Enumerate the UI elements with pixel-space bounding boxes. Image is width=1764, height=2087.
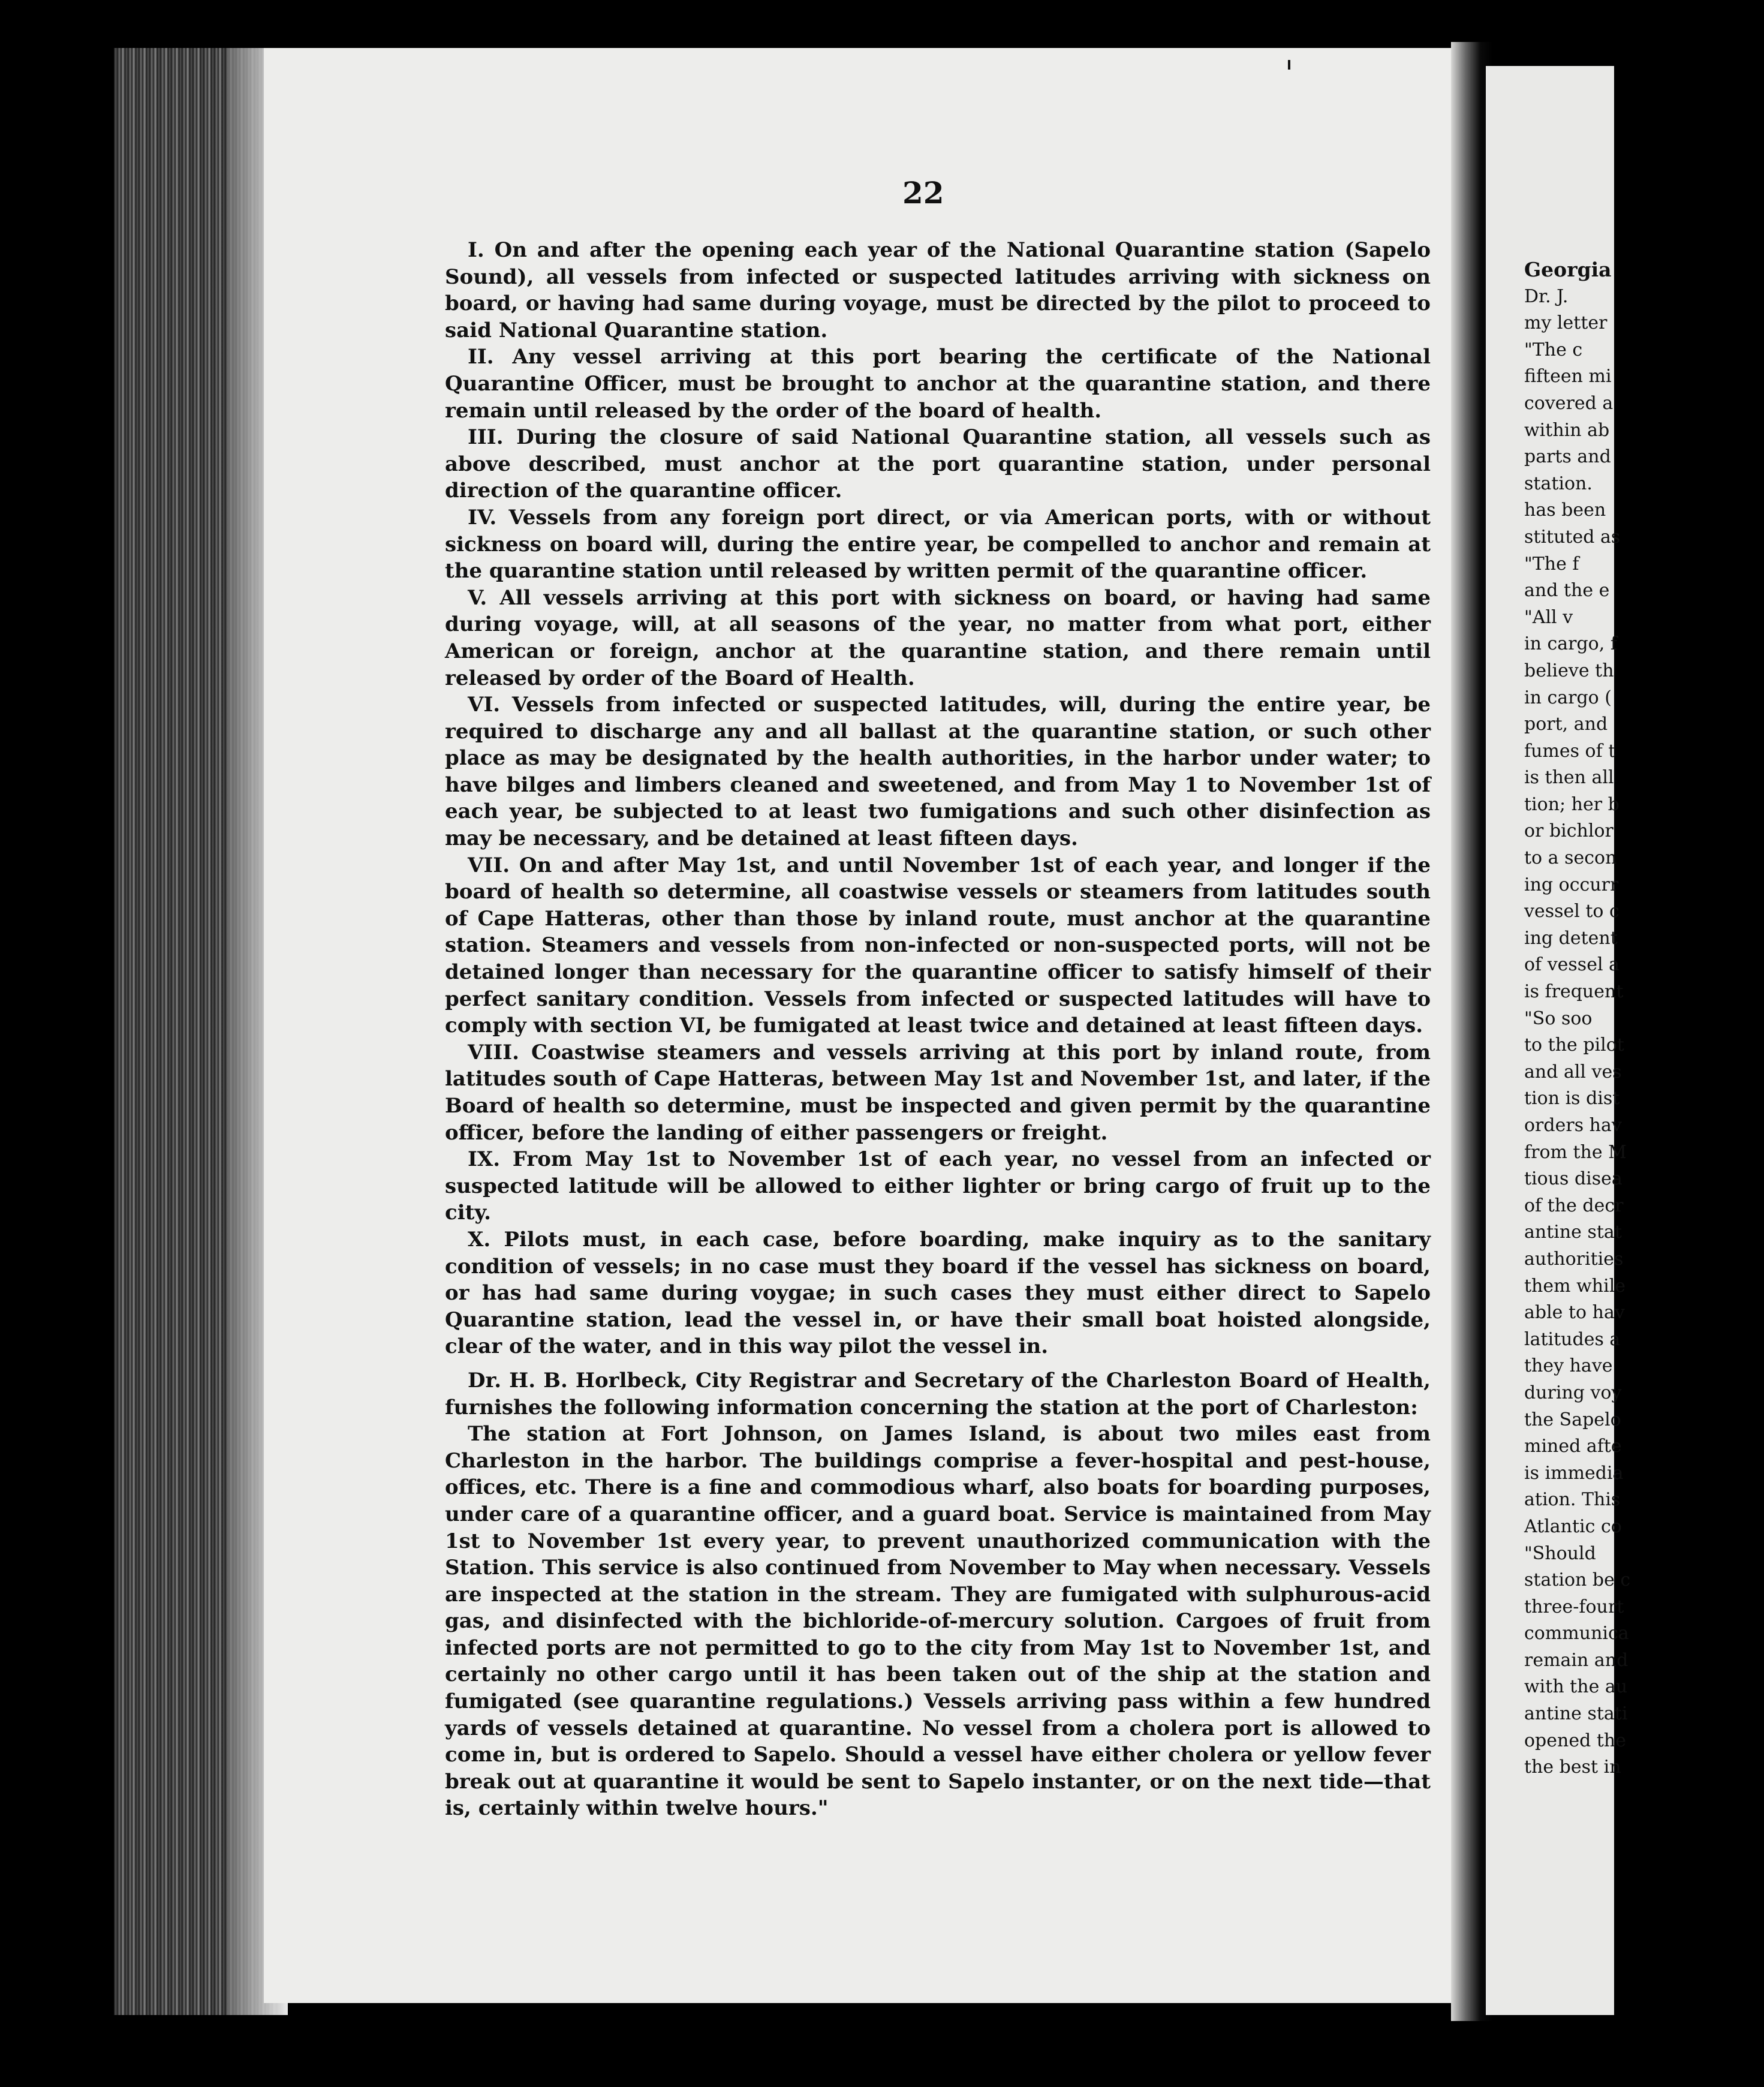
right-page-line: antine stati bbox=[1524, 1703, 1628, 1725]
right-page-line: the Sapelo bbox=[1524, 1409, 1621, 1430]
right-page-line: believe th bbox=[1524, 660, 1614, 681]
rule-9: IX. From May 1st to November 1st of each year, no vessel from an infected or suspected latitude will be allowed to either lighter or bring cargo of fruit up to the city. bbox=[445, 1147, 1431, 1225]
right-page-line: in cargo ( bbox=[1524, 687, 1612, 708]
right-page-line: Atlantic co bbox=[1524, 1515, 1622, 1537]
right-page-line: they have bbox=[1524, 1355, 1613, 1377]
right-page-line: them while bbox=[1524, 1275, 1626, 1297]
right-page-line: tious disea bbox=[1524, 1168, 1622, 1190]
right-page-line: latitudes a bbox=[1524, 1328, 1621, 1350]
rule-6: VI. Vessels from infected or suspected latitudes, will, during the entire year, be required to discharge any and all ballast at the quarantine station, or such other place as may be designated by the health authorities, in the harbor under water; to have bilges and limbers cleaned and sweetened, and from May 1 to November 1st of each year, be subjected to at least two fumigations and such other disinfection as may be necessary, and be detained at least fifteen days. bbox=[445, 693, 1431, 851]
rule-4: IV. Vessels from any foreign port direct, or via American ports, with or without sickness on board will, during the entire year, be compelled to anchor and remain at the quarantine station until released by written permit of the quarantine officer. bbox=[445, 505, 1431, 584]
right-page-text bbox=[1524, 257, 1764, 1781]
right-page-line: is immedia bbox=[1524, 1462, 1624, 1484]
right-page-line: ing detent bbox=[1524, 927, 1618, 949]
right-page-heading: Georgia bbox=[1524, 258, 1612, 281]
right-page-line: tion is dist bbox=[1524, 1088, 1620, 1109]
right-page-line: to the pilot bbox=[1524, 1035, 1624, 1056]
right-page-line: antine stat bbox=[1524, 1222, 1622, 1243]
right-page-line: from the M bbox=[1524, 1141, 1627, 1163]
right-page-line: ing occurr bbox=[1524, 874, 1619, 895]
right-page-line: or bichlor bbox=[1524, 820, 1614, 842]
right-page-line: remain and bbox=[1524, 1649, 1628, 1671]
right-page-line: the best in bbox=[1524, 1757, 1621, 1778]
right-page-line: stituted as bbox=[1524, 526, 1621, 548]
right-page-line: authorities bbox=[1524, 1248, 1624, 1270]
right-page-line: "So soo bbox=[1524, 1008, 1593, 1029]
right-page-line: mined afte bbox=[1524, 1436, 1622, 1457]
rule-8: VIII. Coastwise steamers and vessels arriving at this port by inland route, from latitudes south of Cape Hatteras, between May 1st and November 1st, and later, if the Board of health so determine, must be inspected and given permit by the quarantine officer, before the landing of either passengers or freight. bbox=[445, 1040, 1431, 1145]
right-page-line: and the e bbox=[1524, 580, 1610, 602]
right-page-line: orders hav bbox=[1524, 1115, 1622, 1136]
right-page-line: has been bbox=[1524, 500, 1606, 521]
right-page-line: within ab bbox=[1524, 419, 1610, 441]
right-page-line: communica bbox=[1524, 1623, 1629, 1644]
page-body bbox=[445, 237, 1431, 1822]
right-page-line: fifteen mi bbox=[1524, 366, 1612, 387]
right-page-line: station be c bbox=[1524, 1569, 1631, 1591]
rule-10: X. Pilots must, in each case, before boarding, make inquiry as to the sanitary condition of vessels; in no case must they board if the vessel has sickness on board, or has had same during voygae; in such cases they must either direct to Sapelo Quarantine station, lead the vessel in, or have their small boat hoisted alongside, clear of the water, and in this way pilot the vessel in. bbox=[445, 1227, 1431, 1359]
right-page-line: "The f bbox=[1524, 553, 1579, 575]
rule-7: VII. On and after May 1st, and until November 1st of each year, and longer if the board of health so determine, all coastwise vessels or steamers from latitudes south of Cape Hatteras, other than those by inland route, must anchor at the quarantine station. Steamers and vessels from non-infected or non-suspected ports, will not be detained longer than necessary for the quarantine officer to satisfy himself of their perfect sanitary condition. Vessels from infected or suspected latitudes will have to comply with section VI, be fumigated at least twice and detained at least fifteen days. bbox=[445, 853, 1431, 1038]
right-page-line: port, and bbox=[1524, 714, 1608, 735]
right-page-line: opened the bbox=[1524, 1730, 1626, 1751]
right-page-line: ation. This bbox=[1524, 1489, 1621, 1511]
horlbeck-intro: Dr. H. B. Horlbeck, City Registrar and Secretary of the Charleston Board of Health, furnishes the following information concerning the station at the port of Charleston: bbox=[445, 1368, 1431, 1420]
right-page-line: able to hav bbox=[1524, 1302, 1625, 1324]
rule-3: III. During the closure of said National Quarantine station, all vessels such as above described, must anchor at the port quarantine station, under personal direction of the quarantine officer. bbox=[445, 425, 1431, 503]
print-mark bbox=[1288, 60, 1290, 70]
right-page-line: parts and bbox=[1524, 446, 1611, 468]
charleston-station-description: The station at Fort Johnson, on James Island, is about two miles east from Charleston in the harbor. The buildings comprise a fever-hospital and pest-house, offices, etc. There is a fine and commodious wharf, also boats for boarding purposes, under care of a quarantine officer, and a guard boat. Service is maintained from May 1st to November 1st every year, to prevent unauthorized communication with the Station. This service is also continued from November to May when necessary. Vessels are inspected at the station in the stream. They are fumigated with sulphurous-acid gas, and disinfected with the bichloride-of-mercury solution. Cargoes of fruit from infected ports are not permitted to go to the city from May 1st to November 1st, and certainly no other cargo until it has been taken out of the ship at the station and fumigated (see quarantine regulations.) Vessels arriving pass within a few hundred yards of vessels detained at quarantine. No vessel from a cholera port is allowed to come in, but is ordered to Sapelo. Should a vessel have either cholera or yellow fever break out at quarantine it would be sent to Sapelo instanter, or on the next tide—that is, certainly within twelve hours." bbox=[445, 1422, 1431, 1821]
right-page-line: "The c bbox=[1524, 339, 1583, 360]
page-number: 22 bbox=[902, 175, 944, 210]
right-page-line: station. bbox=[1524, 473, 1593, 494]
right-page-line: of vessel a bbox=[1524, 954, 1619, 976]
right-page-line: of the decr bbox=[1524, 1195, 1624, 1216]
right-page-line: "Should bbox=[1524, 1542, 1596, 1564]
rule-5: V. All vessels arriving at this port with sickness on board, or having had same during voyage, will, at all seasons of the year, no matter from what port, either American or foreign, anchor at the quarantine station, and there remain until released by order of the Board of Health. bbox=[445, 585, 1431, 690]
right-page-line: with the au bbox=[1524, 1676, 1628, 1698]
rule-1: I. On and after the opening each year of the National Quarantine station (Sapelo Sound), all vessels from infected or suspected latitudes arriving with sickness on board, or having had same during voyage, must be directed by the pilot to proceed to said National Quarantine station. bbox=[445, 238, 1431, 342]
right-page-line: in cargo, f bbox=[1524, 633, 1617, 655]
right-page-line: "All v bbox=[1524, 606, 1573, 628]
right-page-line: three-fourt bbox=[1524, 1596, 1624, 1617]
right-facing-page bbox=[1486, 66, 1631, 2015]
right-page-line: tion; her b bbox=[1524, 793, 1619, 815]
right-page-line: Dr. J. bbox=[1524, 285, 1569, 307]
rule-2: II. Any vessel arriving at this port bearing the certificate of the National Quarantine Officer, must be brought to anchor at the quarantine station, and there remain until released by the order of the board of health. bbox=[445, 345, 1431, 423]
right-page-line: vessel to c bbox=[1524, 901, 1619, 922]
right-page-line: is then all bbox=[1524, 767, 1614, 789]
right-page-line: fumes of t bbox=[1524, 740, 1616, 762]
right-page-line: is frequent bbox=[1524, 981, 1624, 1003]
right-page-line: covered a bbox=[1524, 392, 1614, 414]
right-page-line: to a secon bbox=[1524, 847, 1617, 869]
right-page-line: during voy bbox=[1524, 1382, 1622, 1403]
right-page-line: my letter bbox=[1524, 312, 1608, 334]
right-page-line: and all ves bbox=[1524, 1061, 1622, 1082]
